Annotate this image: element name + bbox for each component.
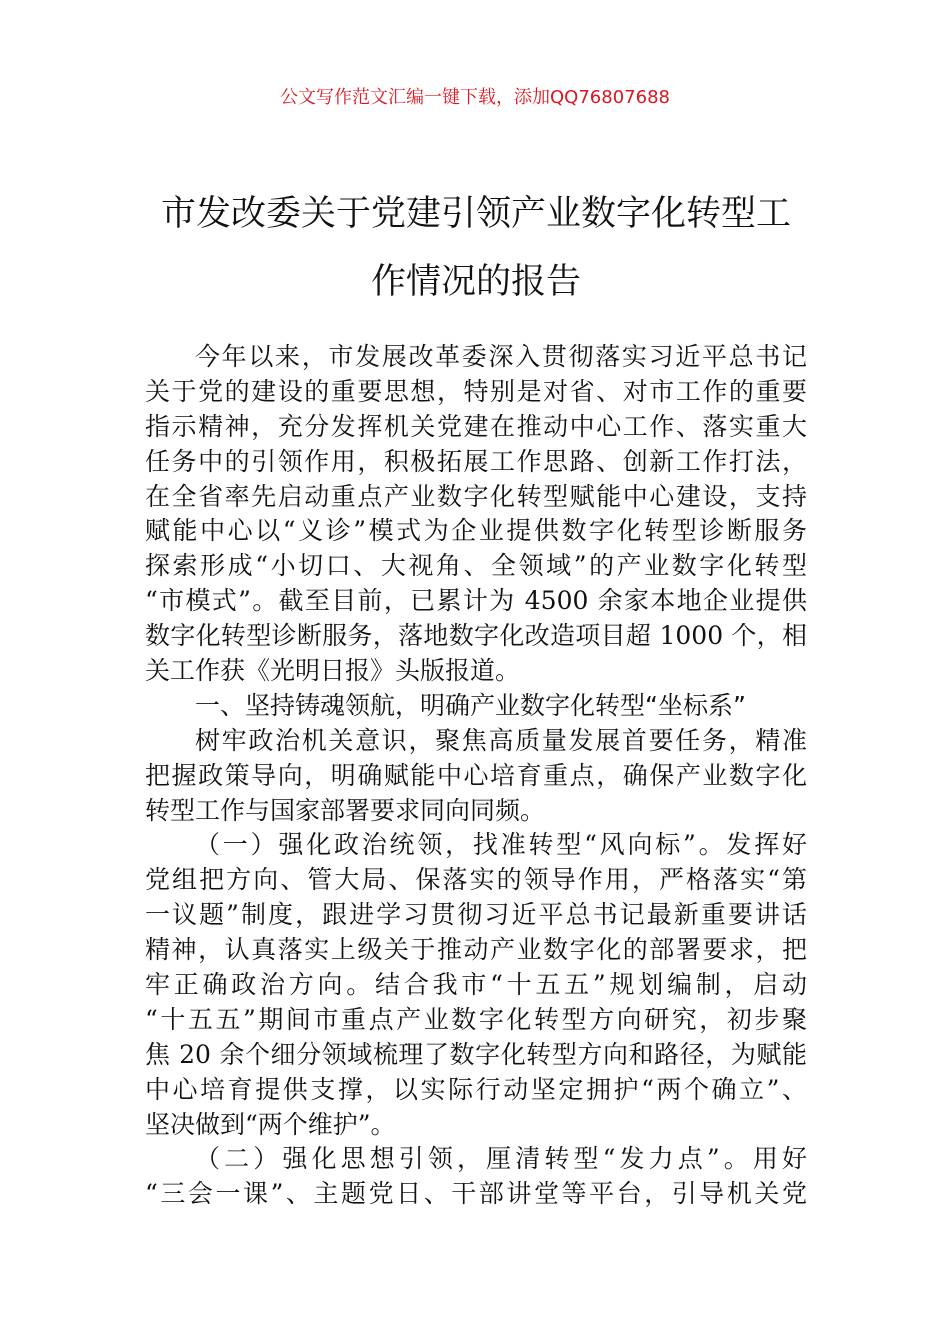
section-heading-1: 一、坚持铸魂领航，明确产业数字化转型“坐标系” [195,690,746,720]
body-line: 树牢政治机关意识，聚焦高质量发展首要任务，精准 [195,725,807,755]
body-line: “十五五”期间市重点产业数字化转型方向研究，初步聚 [145,1004,807,1034]
body-line: 党组把方向、管大局、保落实的领导作用，严格落实“第 [145,865,807,895]
body-line: 关工作获《光明日报》头版报道。 [145,656,521,686]
body-line: 任务中的引领作用，积极拓展工作思路、创新工作打法， [145,446,807,476]
body-line: “三会一课”、主题党日、干部讲堂等平台，引导机关党 [145,1179,807,1209]
body-line: 赋能中心以“义诊”模式为企业提供数字化转型诊断服务 [145,516,807,546]
body-line: 转型工作与国家部署要求同向同频。 [145,795,546,825]
subsection-line: （一）强化政治统领，找准转型“风向标”。发挥好 [195,830,807,860]
subsection-line: （二）强化思想引领，厘清转型“发力点”。用好 [195,1144,807,1174]
document-title [145,180,807,316]
body-line: 关于党的建设的重要思想，特别是对省、对市工作的重要 [145,376,807,406]
body-line: 指示精神，充分发挥机关党建在推动中心工作、落实重大 [145,411,807,441]
body-line: 精神，认真落实上级关于推动产业数字化的部署要求，把 [145,935,807,965]
body-line: 把握政策导向，明确赋能中心培育重点，确保产业数字化 [145,760,807,790]
title-line-1: 市发改委关于党建引领产业数字化转型工 [160,194,791,234]
title-line-2: 作情况的报告 [370,262,581,302]
body-line: 数字化转型诊断服务，落地数字化改造项目超 1000 个，相 [145,621,807,651]
body-line: 焦 20 余个细分领域梳理了数字化转型方向和路径，为赋能 [145,1039,807,1069]
body-line: 一议题”制度，跟进学习贯彻习近平总书记最新重要讲话 [145,900,807,930]
body-line: 中心培育提供支撑，以实际行动坚定拥护“两个确立”、 [145,1074,807,1104]
body-line: 坚决做到“两个维护”。 [145,1109,396,1139]
body-line: 在全省率先启动重点产业数字化转型赋能中心建设，支持 [145,481,807,511]
download-notice: 公文写作范文汇编一键下载，添加QQ76807688 [280,87,670,108]
body-line: 牢正确政治方向。结合我市“十五五”规划编制，启动 [145,970,807,1000]
document-body [145,340,807,1212]
body-line: 探索形成“小切口、大视角、全领域”的产业数字化转型 [145,551,807,581]
body-line: 今年以来，市发展改革委深入贯彻落实习近平总书记 [195,342,807,371]
body-line: “市模式”。截至目前，已累计为 4500 余家本地企业提供 [145,586,807,616]
